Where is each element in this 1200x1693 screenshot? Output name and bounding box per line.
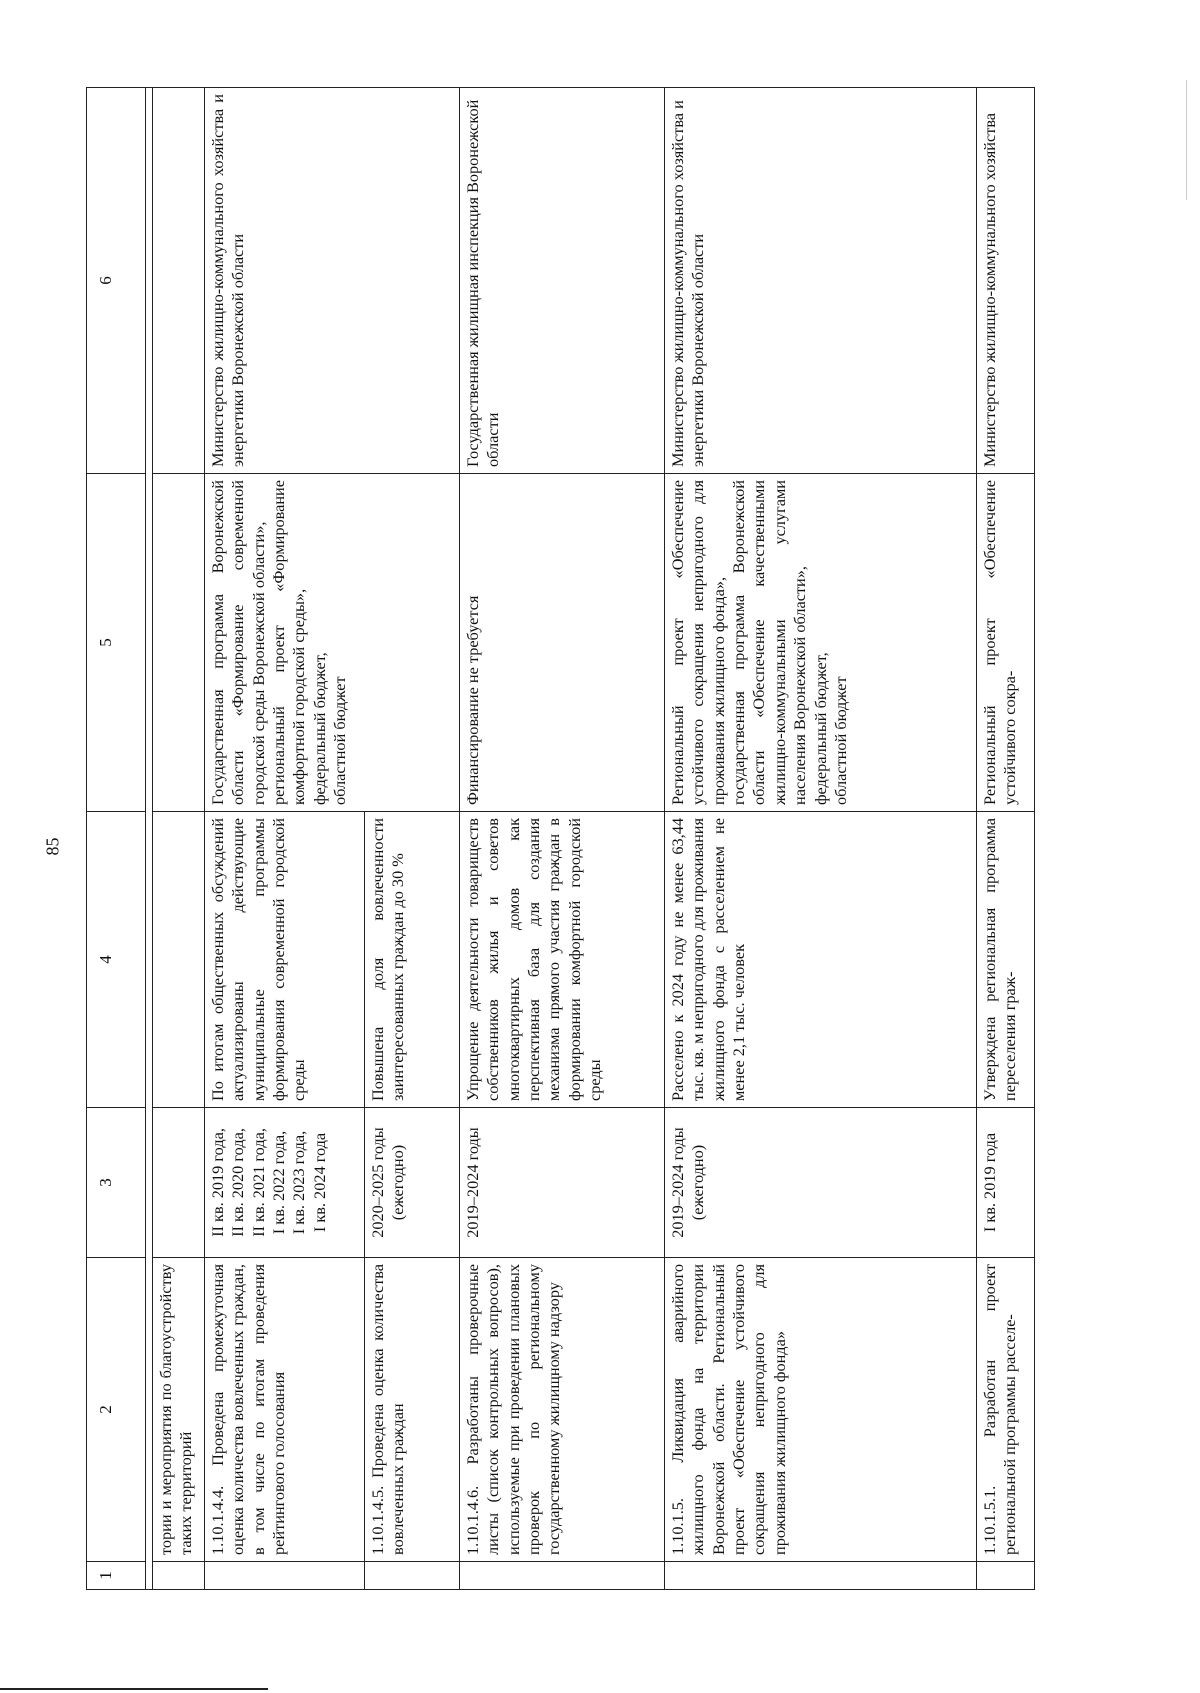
table-row xyxy=(460,88,665,1590)
page-edge xyxy=(1186,80,1187,200)
deadline-line: (ежегодно) xyxy=(688,1144,708,1221)
header-col-4: 4 xyxy=(87,812,146,1108)
header-col-3: 3 xyxy=(87,1108,146,1258)
cell-financing xyxy=(977,474,1035,812)
cell-responsible: Министерство жилищно-коммунального хозяйства xyxy=(977,88,1035,474)
deadline-line: I кв. 2019 года xyxy=(980,1132,999,1233)
cell-responsible xyxy=(153,88,205,474)
header-col-1: 1 xyxy=(87,1562,146,1590)
cell-result xyxy=(153,812,205,1108)
footnote-rule xyxy=(0,1688,268,1690)
cell-responsible: Государственная жилищная инспекция Воронежской области xyxy=(460,88,665,474)
cell-result: По итогам общественных обсуждений актуализированы действующие муниципальные программы формирования современной городской среды xyxy=(205,812,365,1108)
page-number: 85 xyxy=(42,837,63,856)
deadline-line: (ежегодно) xyxy=(388,1144,408,1221)
deadline-line: II кв. 2021 года, xyxy=(248,1128,268,1237)
cell-measure: 1.10.1.5. Ликвидация аварийного жилищного фонда на территории Воронежской области. Региональный проект «Обеспечение устойчивого сокращения непригодного для проживания жилищного фонда» xyxy=(665,1258,977,1562)
deadline-line: II кв. 2019 года, xyxy=(208,1128,227,1237)
cell-result: Утверждена региональная программа переселения граж- xyxy=(977,812,1035,1108)
cell-responsible: Министерство жилищно-коммунального хозяйства и энергетики Воронежской области xyxy=(205,88,460,474)
deadline-line: 2019–2024 годы xyxy=(463,1127,482,1238)
cell-measure: 1.10.1.4.6. Разработаны проверочные листы (список контрольных вопросов), используемые при проведении плановых проверок по региональному государственному жилищному надзору xyxy=(460,1258,665,1562)
cell-financing xyxy=(665,474,977,812)
cell-col1 xyxy=(365,1562,460,1590)
cell-responsible: Министерство жилищно-коммунального хозяйства и энергетики Воронежской области xyxy=(665,88,977,474)
deadline-line: 2019–2024 годы xyxy=(668,1127,687,1238)
financing-line: федеральный бюджет, xyxy=(309,652,329,805)
cell-financing xyxy=(205,474,460,812)
cell-result: Расселено к 2024 году не менее 63,44 тыс. кв. м непригодного для проживания жилищного фонда с расселением не менее 2,1 тыс. человек xyxy=(665,812,977,1108)
spacer-row xyxy=(146,88,153,1590)
header-col-6: 6 xyxy=(87,88,146,474)
cell-measure: 1.10.1.4.5. Проведена оценка количества вовлеченных граждан xyxy=(365,1258,460,1562)
cell-col1 xyxy=(977,1562,1035,1590)
table-row xyxy=(205,88,365,1590)
cell-col1 xyxy=(153,1562,205,1590)
cell-measure: 1.10.1.5.1. Разработан проект региональной программы расселе- xyxy=(977,1258,1035,1562)
table-row xyxy=(977,88,1035,1590)
header-row xyxy=(87,88,146,1590)
deadline-line: II кв. 2020 года, xyxy=(228,1128,248,1237)
deadline-line: 2020–2025 годы xyxy=(368,1127,387,1238)
cell-measure: 1.10.1.4.4. Проведена промежуточная оценка количества вовлеченных граждан, в том числе по итогам проведения рейтингового голосования xyxy=(205,1258,365,1562)
deadline-line: I кв. 2022 года, xyxy=(269,1130,289,1235)
cell-deadline xyxy=(205,1108,365,1258)
deadline-line: I кв. 2024 года xyxy=(309,1132,329,1233)
financing-line: областной бюджет xyxy=(330,676,350,805)
cell-financing xyxy=(460,474,665,812)
financing-line: Региональный проект «Обеспечение устойчивого сокра- xyxy=(980,480,1020,805)
financing-line: федеральный бюджет, xyxy=(810,652,830,805)
financing-line: областной бюджет xyxy=(830,676,850,805)
cell-result: Повышена доля вовлеченности заинтересованных граждан до 30 % xyxy=(365,812,460,1108)
spacer-cell xyxy=(146,88,153,1590)
cell-col1 xyxy=(665,1562,977,1590)
cell-financing xyxy=(153,474,205,812)
cell-col1 xyxy=(205,1562,365,1590)
cell-col1 xyxy=(460,1562,665,1590)
financing-line: региональный проект «Формирование комфортной городской среды», xyxy=(269,480,309,805)
cell-deadline xyxy=(977,1108,1035,1258)
cell-measure: тории и мероприятия по благоустройству таких территорий xyxy=(153,1258,205,1562)
header-col-2: 2 xyxy=(87,1258,146,1562)
table-row xyxy=(665,88,977,1590)
header-col-5: 5 xyxy=(87,474,146,812)
cell-result: Упрощение деятельности товариществ собственников жилья и советов многоквартирных домов как перспективная база для создания механизма прямого участия граждан в формировании комфортной городской среды xyxy=(460,812,665,1108)
cell-deadline xyxy=(665,1108,977,1258)
cell-deadline xyxy=(460,1108,665,1258)
rotated-page-content xyxy=(86,88,1156,1590)
financing-line: государственная программа Воронежской области «Обеспечение качественными жилищно-коммунальными услугами населения Воронежской области», xyxy=(729,480,810,805)
plan-table xyxy=(86,87,1035,1590)
financing-line: Государственная программа Воронежской области «Формирование современной городской среды Воронежской области», xyxy=(208,480,268,805)
cell-deadline xyxy=(153,1108,205,1258)
deadline-line: I кв. 2023 года, xyxy=(289,1130,309,1235)
cell-deadline xyxy=(365,1108,460,1258)
financing-line: Финансирование не требуется xyxy=(463,595,482,805)
financing-line: Региональный проект «Обеспечение устойчивого сокращения непригодного для проживания жилищного фонда», xyxy=(668,480,728,805)
table-row xyxy=(153,88,205,1590)
